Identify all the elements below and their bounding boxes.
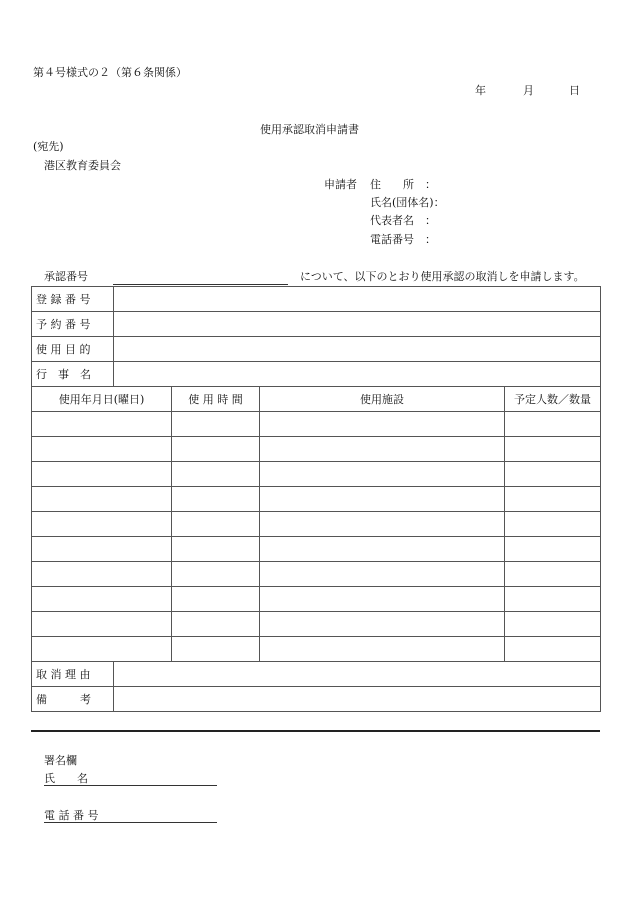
approval-number-field[interactable] (113, 270, 288, 285)
signature-phone-label: 電 話 番 号 (44, 809, 99, 822)
table-cell[interactable] (32, 412, 172, 437)
addressee-name: 港区教育委員会 (44, 159, 121, 172)
table-row (32, 612, 601, 637)
approval-number-label: 承認番号 (44, 270, 88, 283)
representative-label: 代表者名 ： (370, 214, 436, 227)
table-row (32, 487, 601, 512)
addressee-label: (宛先) (33, 140, 64, 153)
table-row (32, 362, 601, 387)
table-cell[interactable] (172, 512, 260, 537)
table-cell[interactable] (260, 537, 505, 562)
table-cell[interactable] (172, 462, 260, 487)
cancellation-reason-cell[interactable] (114, 662, 601, 687)
table-cell[interactable] (172, 487, 260, 512)
table-cell[interactable] (505, 412, 601, 437)
table-row (32, 587, 601, 612)
document-title: 使用承認取消申請書 (260, 123, 359, 136)
section-divider (31, 730, 600, 732)
signature-name-label: 氏 名 (44, 772, 88, 785)
table-cell[interactable] (505, 612, 601, 637)
table-cell[interactable] (172, 537, 260, 562)
phone-label: 電話番号 ： (370, 233, 436, 246)
table-row (32, 537, 601, 562)
column-header: 使用年月日(曜日) (32, 387, 172, 412)
table-cell[interactable] (172, 412, 260, 437)
table-cell[interactable] (505, 587, 601, 612)
signature-name-field[interactable] (44, 770, 217, 786)
table-cell[interactable] (260, 462, 505, 487)
row-label: 使 用 目 的 (32, 337, 114, 362)
table-cell[interactable] (260, 412, 505, 437)
event-name-cell[interactable] (114, 362, 601, 387)
table-cell[interactable] (505, 562, 601, 587)
column-header-row (32, 387, 601, 412)
table-row (32, 512, 601, 537)
row-label: 予 約 番 号 (32, 312, 114, 337)
row-label: 取 消 理 由 (32, 662, 114, 687)
table-cell[interactable] (32, 537, 172, 562)
table-cell[interactable] (260, 562, 505, 587)
table-cell[interactable] (172, 587, 260, 612)
column-header: 予定人数／数量 (505, 387, 601, 412)
table-cell[interactable] (260, 587, 505, 612)
remarks-cell[interactable] (114, 687, 601, 712)
table-row (32, 562, 601, 587)
name-label: 氏名(団体名)： (370, 196, 445, 209)
table-row (32, 462, 601, 487)
date-day-label: 日 (569, 84, 580, 97)
table-row (32, 687, 601, 712)
table-cell[interactable] (505, 487, 601, 512)
table-cell[interactable] (505, 437, 601, 462)
table-row (32, 337, 601, 362)
row-label: 備 考 (32, 687, 114, 712)
table-cell[interactable] (505, 462, 601, 487)
table-cell[interactable] (172, 437, 260, 462)
table-cell[interactable] (32, 587, 172, 612)
table-cell[interactable] (32, 637, 172, 662)
row-label: 登 録 番 号 (32, 287, 114, 312)
reservation-number-cell[interactable] (114, 312, 601, 337)
table-cell[interactable] (260, 437, 505, 462)
date-month-label: 月 (523, 84, 534, 97)
table-cell[interactable] (505, 537, 601, 562)
table-cell[interactable] (260, 612, 505, 637)
signature-heading: 署名欄 (44, 754, 77, 767)
applicant-label: 申請者 (324, 178, 357, 191)
statement-text: について、以下のとおり使用承認の取消しを申請します。 (300, 270, 585, 283)
table-cell[interactable] (260, 512, 505, 537)
table-cell[interactable] (505, 637, 601, 662)
table-cell[interactable] (32, 487, 172, 512)
table-cell[interactable] (32, 462, 172, 487)
column-header: 使 用 時 間 (172, 387, 260, 412)
table-row (32, 287, 601, 312)
table-row (32, 312, 601, 337)
table-cell[interactable] (172, 637, 260, 662)
column-header: 使用施設 (260, 387, 505, 412)
row-label: 行 事 名 (32, 362, 114, 387)
table-cell[interactable] (172, 562, 260, 587)
table-row (32, 437, 601, 462)
form-number: 第４号様式の２（第６条関係） (33, 66, 187, 79)
usage-purpose-cell[interactable] (114, 337, 601, 362)
table-row (32, 637, 601, 662)
table-cell[interactable] (260, 487, 505, 512)
table-cell[interactable] (32, 512, 172, 537)
table-cell[interactable] (32, 562, 172, 587)
table-cell[interactable] (172, 612, 260, 637)
table-cell[interactable] (32, 612, 172, 637)
registration-number-cell[interactable] (114, 287, 601, 312)
table-cell[interactable] (32, 437, 172, 462)
usage-table (31, 286, 601, 712)
address-label: 住 所 ： (370, 178, 436, 191)
table-row (32, 662, 601, 687)
date-year-label: 年 (475, 84, 486, 97)
table-cell[interactable] (260, 637, 505, 662)
table-row (32, 412, 601, 437)
signature-phone-field[interactable] (44, 807, 217, 823)
table-cell[interactable] (505, 512, 601, 537)
